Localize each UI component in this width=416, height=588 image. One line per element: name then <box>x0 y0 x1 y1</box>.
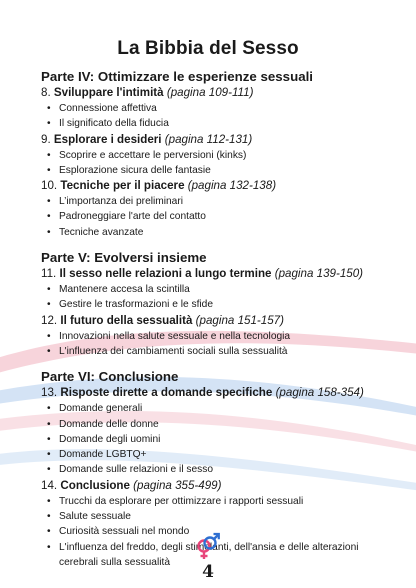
list-item: • L'influenza del freddo, degli stimolanti, dell'ansia e delle alterazioni cerebrali sulla sessualità <box>41 540 391 571</box>
list-item: • Tecniche avanzate <box>41 225 391 240</box>
chapter-entry <box>41 478 391 494</box>
list-item: • Domande LGBTQ+ <box>41 447 391 462</box>
list-item: • Scoprire e accettare le perversioni (kinks) <box>41 148 391 163</box>
list-item: • Salute sessuale <box>41 509 391 524</box>
list-item: • Domande degli uomini <box>41 432 391 447</box>
list-item: • Esplorazione sicura delle fantasie <box>41 163 391 178</box>
section-list <box>41 282 391 313</box>
list-item: • Curiosità sessuali nel mondo <box>41 524 391 539</box>
chapter-pages: (pagina 139-150) <box>274 267 364 281</box>
chapter-entry <box>41 132 391 148</box>
chapter-pages: (pagina 355-499) <box>133 478 222 492</box>
section-list <box>41 101 391 132</box>
chapter-pages: (pagina 109-111) <box>166 86 254 99</box>
chapter-title: Conclusione <box>60 478 130 492</box>
list-item: • Padroneggiare l'arte del contatto <box>41 209 391 224</box>
chapter-number: 11. <box>41 267 57 281</box>
part-heading: Parte V: Evolversi insieme <box>41 250 207 266</box>
list-item: • Domande sulle relazioni e il sesso <box>41 462 391 477</box>
chapter-entry <box>41 85 391 101</box>
chapter-title: Tecniche per il piacere <box>60 179 185 193</box>
chapter-pages: (pagina 112-131) <box>164 132 253 146</box>
section-list <box>41 148 391 179</box>
chapter-entry <box>41 313 391 329</box>
list-item: • Trucchi da esplorare per ottimizzare i rapporti sessuali <box>41 494 391 509</box>
chapter-number: 10. <box>41 179 58 193</box>
chapter-entry <box>41 385 391 401</box>
list-item: • L’importanza dei preliminari <box>41 194 391 209</box>
list-item: • Domande generali <box>41 401 391 416</box>
chapter-title: Esplorare i desideri <box>53 132 162 146</box>
part-heading: Parte IV: Ottimizzare le esperienze sessuali <box>41 69 313 84</box>
gender-symbols-icon <box>194 531 220 561</box>
chapter-pages: (pagina 132-138) <box>187 179 277 193</box>
section-list <box>41 401 391 477</box>
chapter-number: 12. <box>41 313 58 327</box>
chapter-number: 8. <box>41 86 51 99</box>
section-list <box>41 329 391 360</box>
list-item: • Innovazioni nella salute sessuale e nella tecnologia <box>41 329 391 344</box>
list-item: • Domande delle donne <box>41 417 391 432</box>
list-item: • Mantenere accesa la scintilla <box>41 282 391 297</box>
list-item: • L'influenza dei cambiamenti sociali sulla sessualità <box>41 344 391 359</box>
chapter-title: Il sesso nelle relazioni a lungo termine <box>59 267 272 281</box>
chapter-pages: (pagina 158-354) <box>275 386 364 400</box>
chapter-entry <box>41 178 391 194</box>
chapter-number: 9. <box>41 132 51 146</box>
chapter-number: 13. <box>41 386 58 400</box>
section-list <box>41 194 391 240</box>
list-item: • Gestire le trasformazioni e le sfide <box>41 297 391 312</box>
chapter-title: Risposte dirette a domande specifiche <box>60 386 273 400</box>
chapter-title: Sviluppare l'intimità <box>53 86 164 99</box>
chapter-number: 14. <box>41 478 58 492</box>
chapter-title: Il futuro della sessualità <box>60 313 193 327</box>
table-of-contents <box>41 69 391 570</box>
page-title: La Bibbia del Sesso <box>117 38 299 59</box>
chapter-entry <box>41 266 391 282</box>
part-heading: Parte VI: Conclusione <box>41 369 179 385</box>
chapter-pages: (pagina 151-157) <box>195 313 284 327</box>
list-item: • Il significato della fiducia <box>41 116 391 131</box>
list-item: • Connessione affettiva <box>41 101 391 116</box>
page-number: 4 <box>202 562 214 582</box>
